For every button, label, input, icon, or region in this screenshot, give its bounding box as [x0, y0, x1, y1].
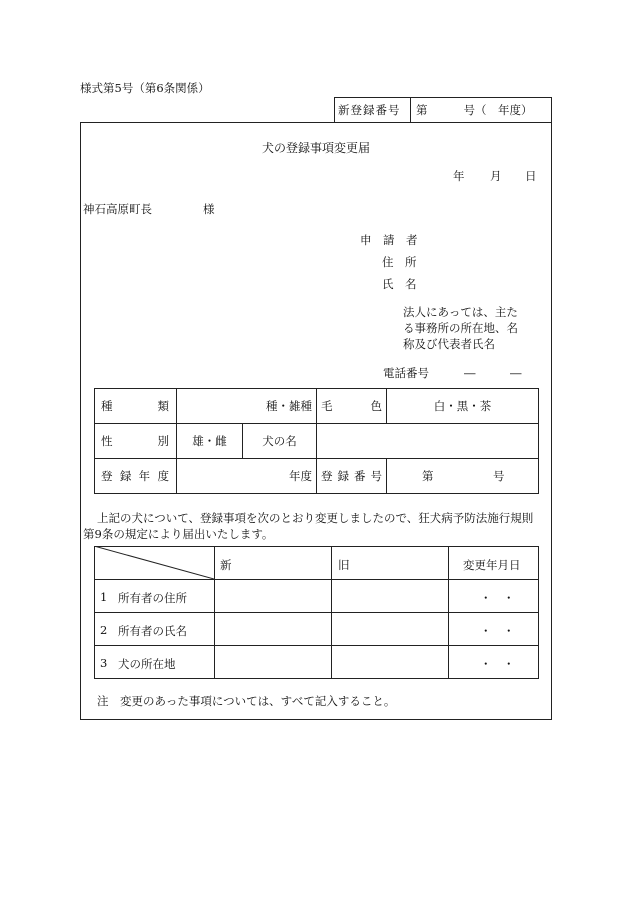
registration-year-field[interactable]: 年度	[289, 469, 312, 483]
addressee-honorific: 様	[203, 202, 215, 216]
breed-field[interactable]: 種・雑種	[266, 398, 312, 413]
header-new: 新	[220, 558, 232, 572]
row-3-item: 犬の所在地	[118, 657, 176, 671]
header-old: 旧	[338, 558, 350, 572]
row-2-item: 所有者の氏名	[118, 624, 187, 638]
addressee-name: 神石高原町長	[83, 202, 152, 216]
registration-number-suffix: 号（ 年度）	[463, 103, 533, 117]
row-2-date[interactable]: ・ ・	[480, 624, 515, 638]
applicant-name-label: 氏 名	[382, 277, 417, 291]
row-3-number: 3	[100, 656, 108, 670]
form-number-label: 様式第5号（第6条関係）	[80, 81, 210, 95]
statement-line-2: 第9条の規定により届出いたします。	[83, 527, 274, 541]
form-title: 犬の登録事項変更届	[262, 141, 371, 155]
registration-no-label: 登 録 番 号	[321, 469, 382, 483]
type-label: 種 類	[101, 398, 169, 413]
footer-note: 注 変更のあった事項については、すべて記入すること。	[97, 694, 396, 708]
header-change-date: 変更年月日	[463, 558, 521, 572]
registration-no-prefix: 第	[422, 469, 434, 483]
registration-number-field[interactable]	[416, 97, 550, 123]
corporate-note-line-1: 法人にあっては、主た	[403, 305, 518, 319]
applicant-address-label: 住 所	[382, 255, 417, 269]
corporate-note-line-2: る事務所の所在地、名	[403, 321, 518, 335]
row-2-number: 2	[100, 623, 108, 637]
row-3-date[interactable]: ・ ・	[480, 657, 515, 671]
row-1-item: 所有者の住所	[118, 591, 187, 605]
registration-no-field[interactable]	[387, 458, 538, 494]
date-year[interactable]: 年	[453, 169, 465, 183]
registration-number-label: 新登録番号	[338, 103, 401, 117]
applicant-heading: 申 請 者	[360, 233, 418, 247]
row-1-number: 1	[100, 590, 108, 604]
coat-color-label: 毛 色	[321, 398, 382, 413]
statement-line-1: 上記の犬について、登録事項を次のとおり変更しましたので、狂犬病予防法施行規則	[97, 511, 534, 525]
row-1-date[interactable]: ・ ・	[480, 591, 515, 605]
date-month[interactable]: 月	[490, 169, 502, 183]
registration-year-label: 登 録 年 度	[101, 469, 169, 483]
registration-box-divider	[410, 97, 411, 123]
header-diagonal-line	[94, 546, 214, 579]
phone-number-field[interactable]: ― ―	[464, 366, 522, 380]
dog-name-label: 犬の名	[262, 433, 297, 448]
dog-name-field[interactable]	[317, 423, 538, 458]
coat-color-field[interactable]: 白・黒・茶	[433, 398, 492, 413]
corporate-note-line-3: 称及び代表者氏名	[403, 337, 495, 351]
registration-no-suffix: 号	[493, 469, 505, 483]
date-day[interactable]: 日	[525, 169, 537, 183]
sex-label: 性 別	[101, 433, 169, 448]
registration-number-prefix: 第	[416, 103, 428, 117]
sex-field[interactable]: 雄・雌	[192, 433, 227, 448]
phone-label: 電話番号	[383, 366, 429, 380]
